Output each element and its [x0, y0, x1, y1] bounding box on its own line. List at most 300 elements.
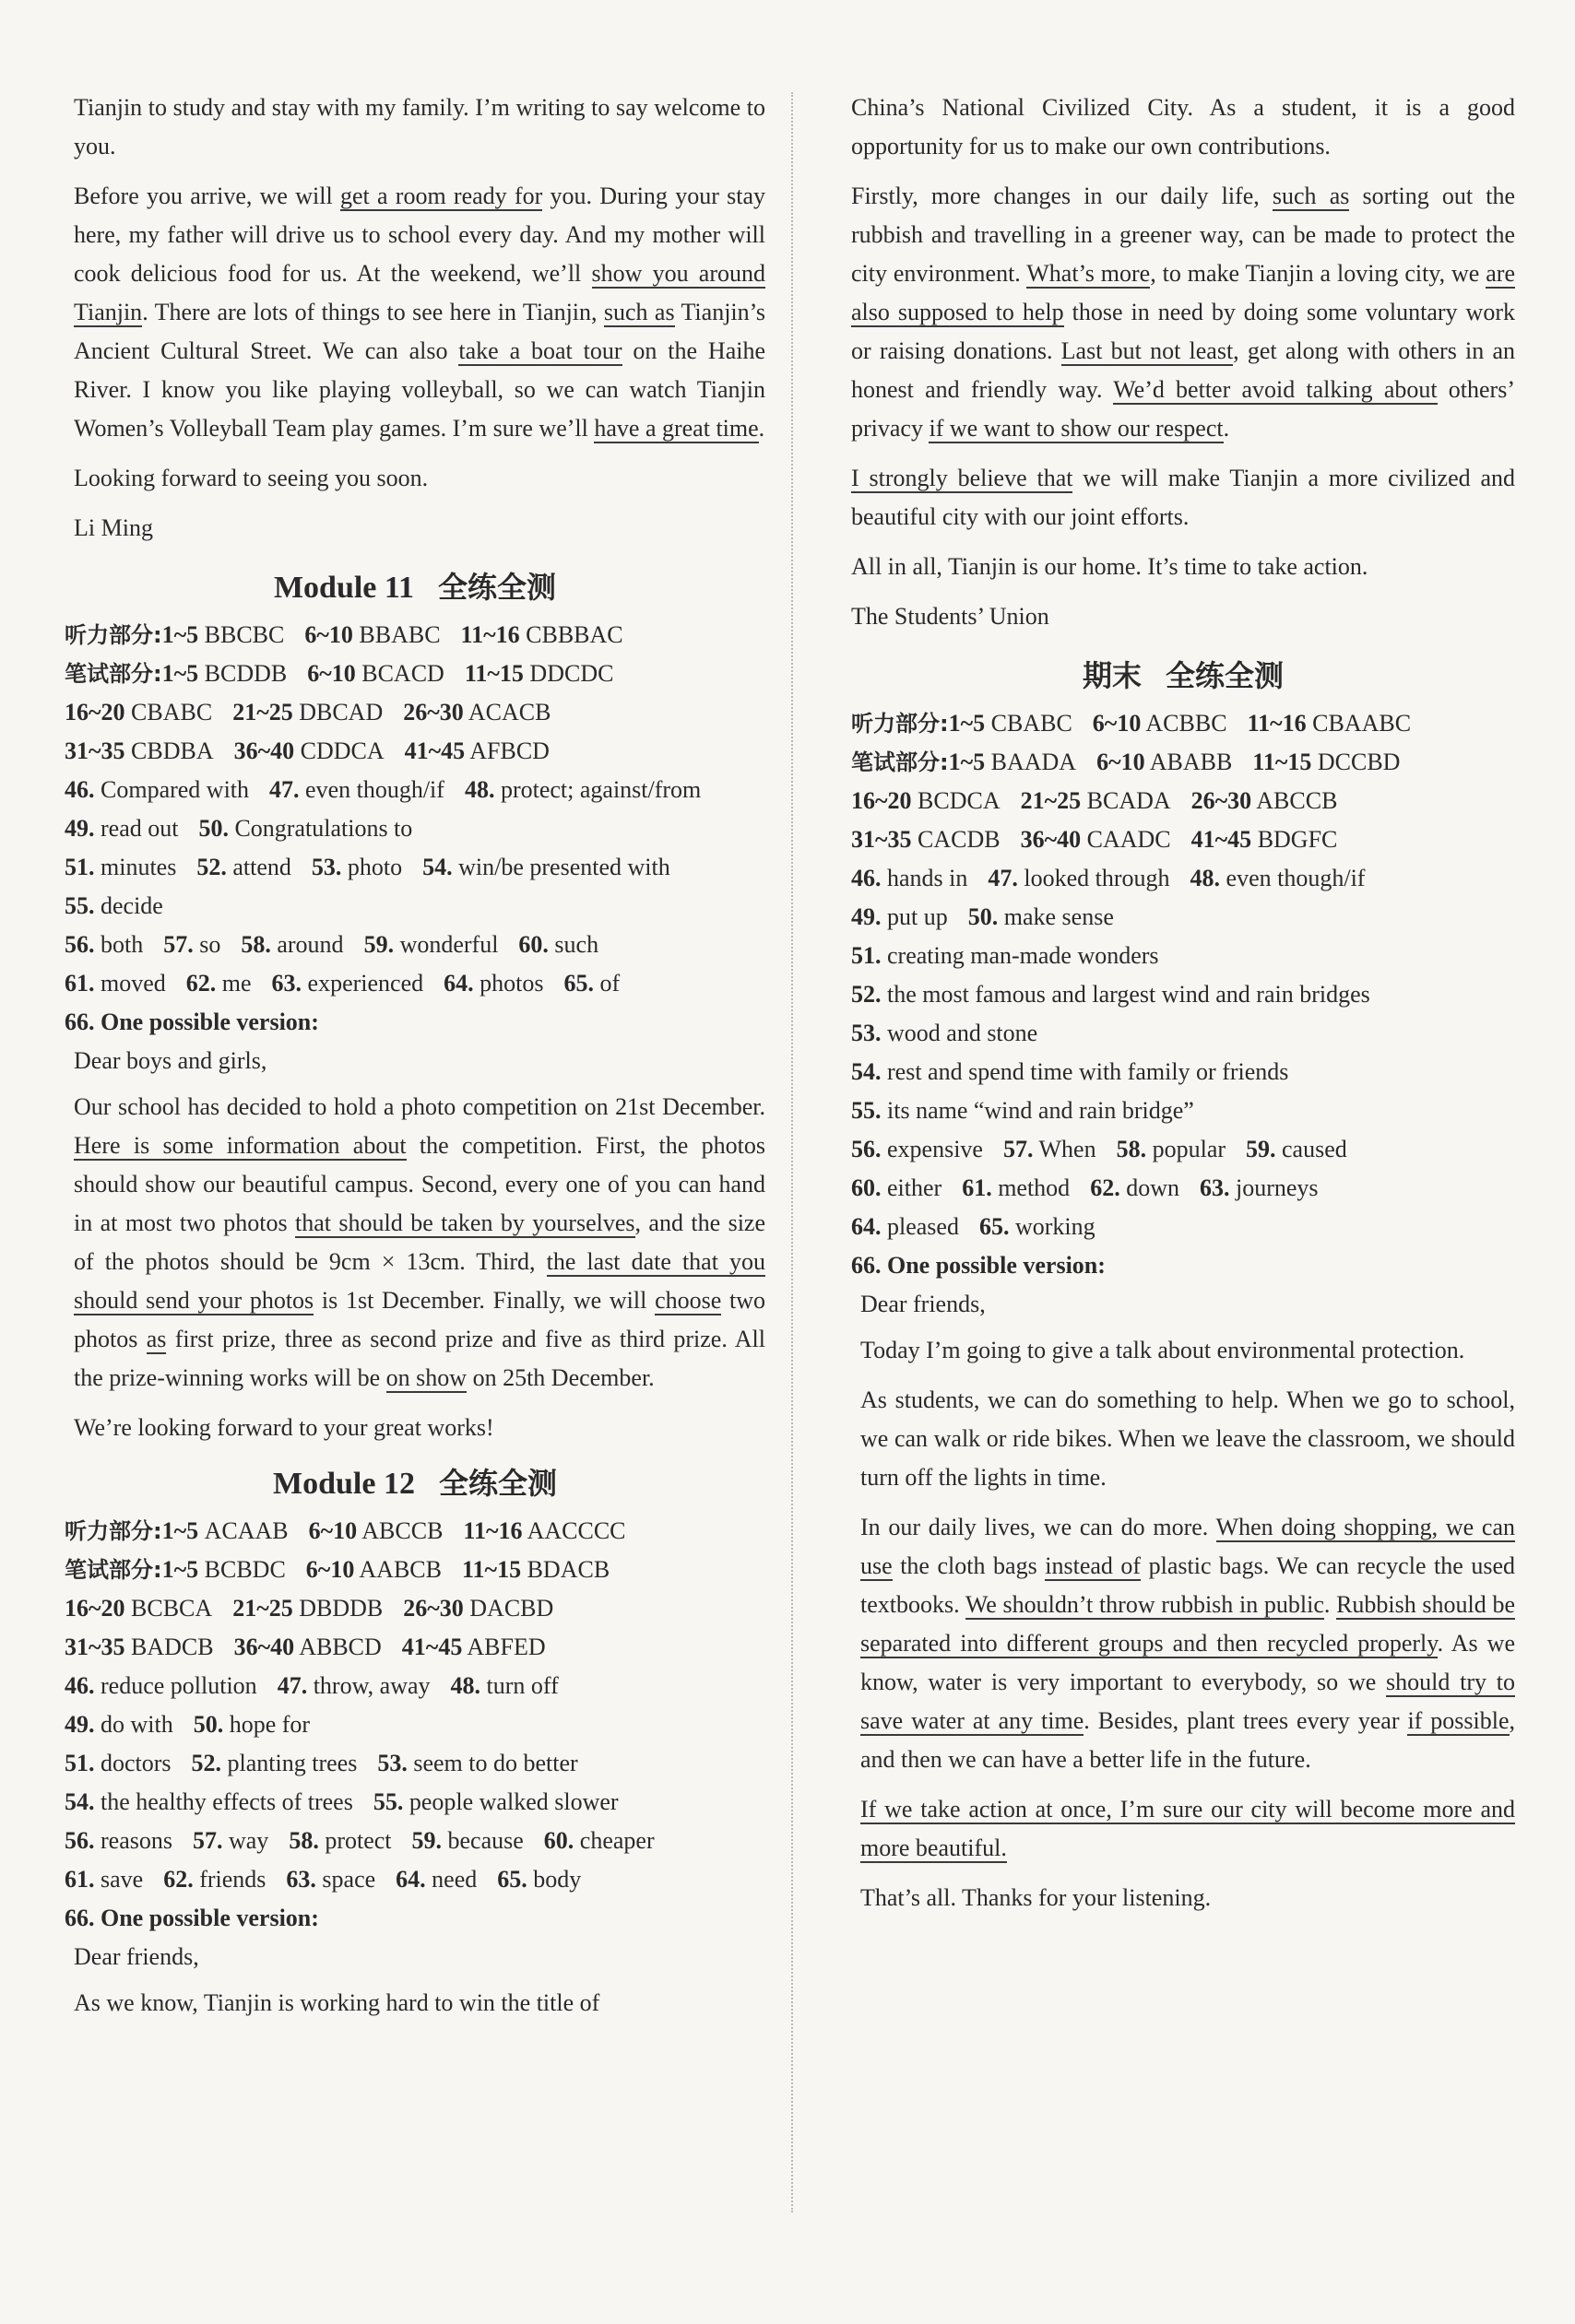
answer-row	[65, 693, 765, 732]
question-number: 53.	[311, 854, 342, 880]
question-number: 6~10	[308, 1517, 358, 1544]
module-11-heading	[65, 564, 765, 607]
question-number: 49.	[65, 1711, 95, 1738]
answer-row	[851, 820, 1515, 859]
module-12-heading	[65, 1460, 765, 1503]
answer-row	[65, 1783, 765, 1822]
question-number: 26~30	[403, 699, 464, 726]
q66-label: 66. One possible version:	[65, 1905, 319, 1931]
left-column	[65, 88, 765, 2034]
answer-text: AFBCD	[469, 737, 550, 764]
answer-text: cheaper	[579, 1827, 655, 1854]
question-number: 16~20	[851, 787, 912, 814]
module-12-title: Module 12	[273, 1467, 415, 1501]
section-label: 听力部分:	[851, 711, 949, 737]
answer-text: method	[998, 1174, 1071, 1201]
answer-row	[65, 848, 765, 887]
answer-text: people walked slower	[409, 1788, 619, 1815]
answer-text: ABABB	[1149, 749, 1233, 775]
question-number: 48.	[1190, 865, 1221, 891]
essay-body: Our school has decided to hold a photo competition on 21st December. Here is some information about the competition. First, the photos should show our beautiful campus. Second, every one of you can hand in at most two photos that should be taken by yourselves, and the size of the photos should be 9cm × 13cm. Third, the last date that you should send your photos is 1st December. Finally, we will choose two photos as first prize, three as second prize and five as third prize. All the prize-winning works will be on show on 25th December.	[74, 1093, 766, 1391]
answer-group	[232, 1595, 383, 1622]
answer-text: put up	[887, 903, 948, 930]
answer-text: moved	[101, 970, 166, 997]
answer-text: BCDCA	[918, 787, 1001, 814]
answer-text: BAADA	[990, 749, 1077, 775]
question-number: 65.	[563, 970, 594, 997]
answer-text: ABBCD	[299, 1634, 382, 1660]
letter-signature: Li Ming	[74, 514, 153, 541]
question-number: 64.	[396, 1866, 426, 1893]
answer-group	[518, 931, 598, 958]
question-number: 56.	[851, 1136, 882, 1162]
question-number: 63.	[1199, 1174, 1230, 1201]
answer-text: read out	[101, 815, 179, 842]
question-number: 11~16	[463, 1517, 523, 1544]
answer-text: CBBBAC	[526, 621, 623, 648]
answer-row	[65, 1822, 765, 1860]
answer-text: ACAAB	[204, 1517, 289, 1544]
answer-text: either	[887, 1174, 942, 1201]
answer-group	[198, 815, 412, 842]
question-number: 31~35	[65, 1634, 125, 1660]
answer-group	[232, 699, 383, 726]
answer-text: make sense	[1003, 903, 1114, 930]
question-number: 57.	[192, 1827, 223, 1854]
section-label: 笔试部分:	[65, 1557, 162, 1583]
answer-group	[193, 1827, 268, 1854]
question-number: 26~30	[403, 1595, 464, 1622]
answer-group	[65, 660, 287, 687]
final-title-cn2: 全练全测	[1166, 658, 1285, 693]
question-number: 21~25	[232, 699, 293, 726]
question-number: 59.	[411, 1827, 442, 1854]
answer-group	[65, 699, 212, 726]
question-number: 6~10	[1092, 710, 1142, 737]
question-number: 64.	[444, 970, 474, 997]
answer-group	[65, 854, 176, 880]
answer-group	[1117, 1136, 1226, 1162]
question-number: 60.	[543, 1827, 574, 1854]
section-label: 听力部分:	[65, 622, 162, 648]
answer-text: the healthy effects of trees	[101, 1788, 353, 1815]
answer-row	[65, 1628, 765, 1667]
answer-group	[1003, 1136, 1096, 1162]
question-number: 26~30	[1190, 787, 1252, 814]
question-number: 6~10	[304, 621, 353, 648]
question-number: 53.	[851, 1020, 882, 1046]
essay-paragraph: Firstly, more changes in our daily life, such as sorting out the rubbish and travelling in a greener way, can be made to protect the city environment. What’s more, to make Tianjin a loving city, we are also supposed to help those in need by doing some voluntary work or raising donations. Last but not least, get along with others in an honest and friendly way. We’d better avoid talking about others’ privacy if we want to show our respect.	[851, 183, 1516, 442]
question-number: 51.	[851, 942, 882, 969]
answer-row	[65, 655, 765, 693]
question-number: 1~5	[161, 1556, 199, 1583]
answer-row	[65, 616, 765, 655]
q66-label: 66. One possible version:	[851, 1252, 1106, 1279]
answer-text: space	[322, 1866, 376, 1893]
answer-group	[1200, 1174, 1319, 1201]
answer-group	[65, 621, 284, 648]
answer-row	[851, 743, 1515, 782]
answer-group	[65, 1788, 353, 1815]
essay-paragraph: If we take action at once, I’m sure our city will become more and more beautiful.	[860, 1796, 1515, 1861]
answer-row	[65, 732, 765, 771]
essay-paragraph: As students, we can do something to help. When we go to school, we can walk or ride bikes. When we leave the classroom, we should turn off the lights in time.	[860, 1386, 1515, 1491]
answer-group	[1191, 826, 1338, 853]
letter-paragraph: Before you arrive, we will get a room ready for you. During your stay here, my father will drive us to school every day. And my mother will cook delicious food for us. At the weekend, we’ll show you around Tianjin. There are lots of things to see here in Tianjin, such as Tianjin’s Ancient Cultural Street. We can also take a boat tour on the Haihe River. I know you like playing volleyball, so we can watch Tianjin Women’s Volleyball Team play games. I’m sure we’ll have a great time.	[74, 183, 766, 442]
answer-group	[1246, 1136, 1347, 1162]
answer-text: both	[101, 931, 144, 958]
answer-text: way	[228, 1827, 269, 1854]
answer-group	[403, 699, 551, 726]
answer-text: reduce pollution	[101, 1672, 257, 1699]
question-number: 1~5	[161, 621, 199, 648]
answer-group	[312, 854, 402, 880]
answer-text: ACBBC	[1145, 710, 1227, 737]
answer-row	[65, 964, 765, 1003]
question-number: 51.	[65, 854, 95, 880]
question-number: 52.	[851, 981, 882, 1008]
answer-text: planting trees	[227, 1750, 358, 1776]
question-number: 47.	[269, 776, 300, 803]
answer-text: BADCB	[131, 1634, 214, 1660]
answer-text: body	[533, 1866, 582, 1893]
answer-text: BCACD	[361, 660, 444, 687]
letter-closing: Looking forward to seeing you soon.	[74, 465, 429, 491]
answer-group	[1093, 710, 1227, 737]
answer-group	[373, 1788, 619, 1815]
answer-group	[306, 1556, 442, 1583]
answer-group	[192, 1750, 358, 1776]
answer-text: When	[1038, 1136, 1096, 1162]
answer-row	[851, 704, 1515, 743]
question-number: 59.	[363, 931, 395, 958]
answer-group	[286, 1866, 375, 1893]
answer-group	[412, 1827, 524, 1854]
answer-group	[65, 1711, 173, 1738]
answer-text: BCADA	[1086, 787, 1171, 814]
answer-group	[163, 931, 220, 958]
answer-group	[851, 1058, 1288, 1085]
answer-group	[304, 621, 440, 648]
module-11-title-cn: 全练全测	[438, 570, 557, 605]
answer-group	[65, 931, 143, 958]
answer-text: working	[1014, 1213, 1095, 1240]
question-number: 31~35	[851, 826, 912, 853]
answer-text: photos	[480, 970, 544, 997]
essay-paragraph: I strongly believe that we will make Tianjin a more civilized and beautiful city with our joint efforts.	[851, 465, 1516, 530]
question-number: 46.	[65, 776, 95, 803]
answer-text: doctors	[101, 1750, 172, 1776]
answer-group	[1252, 749, 1400, 775]
answer-text: expensive	[887, 1136, 983, 1162]
answer-group	[402, 1634, 546, 1660]
answer-row	[65, 1667, 765, 1705]
answer-text: CBAABC	[1312, 710, 1412, 737]
answer-group	[851, 1020, 1037, 1046]
answer-group	[1096, 749, 1232, 775]
question-number: 65.	[978, 1213, 1010, 1240]
question-number: 41~45	[401, 1634, 463, 1660]
answer-group	[307, 660, 444, 687]
answer-group	[65, 892, 163, 919]
answer-text: hope for	[229, 1711, 311, 1738]
answer-row	[65, 809, 765, 848]
question-number: 63.	[271, 970, 302, 997]
answer-text: ABFED	[467, 1634, 546, 1660]
question-number: 62.	[163, 1866, 194, 1893]
answer-row	[65, 1705, 765, 1744]
answer-text: DDCDC	[529, 660, 614, 687]
question-number: 50.	[967, 903, 999, 930]
answer-row	[65, 1512, 765, 1551]
answer-group	[65, 1595, 212, 1622]
answer-group	[988, 865, 1169, 891]
question-number: 46.	[851, 865, 882, 891]
answer-row	[65, 1589, 765, 1628]
answer-group	[851, 826, 1001, 853]
answer-text: BCDDB	[204, 660, 288, 687]
answer-group	[234, 737, 385, 764]
essay-body: As we know, Tianjin is working hard to win the title of	[74, 1989, 600, 2016]
question-number: 41~45	[1190, 826, 1252, 853]
answer-group	[65, 1750, 172, 1776]
essay-paragraph: China’s National Civilized City. As a student, it is a good opportunity for us to make our own contributions.	[851, 94, 1515, 159]
question-number: 41~45	[404, 737, 466, 764]
answer-text: me	[221, 970, 252, 997]
answer-text: such	[554, 931, 599, 958]
answer-group	[65, 1827, 172, 1854]
answer-group	[851, 865, 967, 891]
answer-group	[65, 970, 166, 997]
section-label: 笔试部分:	[851, 749, 949, 775]
answer-text: ABCCB	[1256, 787, 1338, 814]
essay-greeting: Dear friends,	[860, 1291, 986, 1317]
question-number: 47.	[988, 865, 1018, 891]
answer-group	[851, 1213, 959, 1240]
answer-text: Congratulations to	[234, 815, 413, 842]
right-column	[851, 88, 1515, 1929]
answer-text: down	[1126, 1174, 1179, 1201]
answer-group	[186, 970, 252, 997]
answer-group	[979, 1213, 1095, 1240]
question-number: 53.	[377, 1750, 408, 1776]
answer-text: DCCBD	[1317, 749, 1401, 775]
question-number: 61.	[962, 1174, 992, 1201]
answer-text: CDDCA	[300, 737, 385, 764]
answer-row	[65, 771, 765, 809]
answer-group	[65, 1556, 286, 1583]
answer-group	[851, 749, 1076, 775]
question-number: 58.	[289, 1827, 319, 1854]
answer-text: seem to do better	[413, 1750, 578, 1776]
question-number: 61.	[65, 1866, 95, 1893]
answer-group	[465, 660, 614, 687]
column-divider	[791, 92, 793, 2212]
question-number: 50.	[193, 1711, 224, 1738]
question-number: 62.	[1090, 1174, 1120, 1201]
question-number: 36~40	[233, 737, 295, 764]
question-number: 1~5	[948, 749, 986, 775]
answer-text: creating man-made wonders	[887, 942, 1159, 969]
question-number: 11~15	[461, 1556, 522, 1583]
question-number: 46.	[65, 1672, 95, 1699]
answer-group	[497, 1866, 581, 1893]
question-number: 47.	[277, 1672, 308, 1699]
question-number: 65.	[497, 1866, 527, 1893]
answer-group	[462, 1556, 610, 1583]
answer-text: of	[599, 970, 621, 997]
question-number: 60.	[851, 1174, 882, 1201]
answer-group	[403, 1595, 553, 1622]
module-11-title: Module 11	[273, 571, 415, 605]
answer-group	[1190, 865, 1366, 891]
essay-greeting: Dear boys and girls,	[74, 1047, 267, 1074]
question-number: 52.	[191, 1750, 222, 1776]
answer-group	[65, 737, 214, 764]
question-number: 48.	[450, 1672, 481, 1699]
final-heading	[851, 653, 1515, 695]
answer-group	[396, 1866, 477, 1893]
answer-text: win/be presented with	[458, 854, 670, 880]
answer-text: looked through	[1024, 865, 1170, 891]
answer-group	[1021, 787, 1171, 814]
question-number: 60.	[518, 931, 549, 958]
answer-text: wonderful	[399, 931, 499, 958]
question-number: 54.	[851, 1058, 882, 1085]
question-number: 48.	[464, 776, 495, 803]
question-number: 54.	[422, 854, 453, 880]
question-number: 57.	[163, 931, 194, 958]
answer-row	[851, 1130, 1515, 1169]
answer-group	[968, 903, 1114, 930]
answer-row	[65, 1860, 765, 1899]
answer-text: CACDB	[918, 826, 1001, 853]
answer-group	[563, 970, 620, 997]
answer-row	[851, 1169, 1515, 1208]
answer-text: ACACB	[468, 699, 551, 726]
answer-text: DBDDB	[299, 1595, 384, 1622]
module-11-answers	[65, 616, 765, 1003]
answer-group	[65, 776, 249, 803]
answer-text: friends	[199, 1866, 266, 1893]
answer-group	[1090, 1174, 1179, 1201]
answer-group	[65, 1517, 289, 1544]
question-number: 55.	[851, 1097, 882, 1124]
answer-text: even though/if	[1226, 865, 1366, 891]
answer-group	[851, 981, 1370, 1008]
question-number: 56.	[65, 931, 95, 958]
essay-paragraph: All in all, Tianjin is our home. It’s time to take action.	[851, 553, 1368, 580]
question-number: 21~25	[232, 1595, 293, 1622]
answer-row	[65, 1551, 765, 1589]
answer-text: rest and spend time with family or friends	[887, 1058, 1289, 1085]
question-number: 16~20	[65, 699, 125, 726]
answer-group	[241, 931, 343, 958]
answer-group	[163, 1866, 266, 1893]
final-answers	[851, 704, 1515, 1246]
answer-text: BBCBC	[204, 621, 285, 648]
answer-text: wood and stone	[887, 1020, 1038, 1046]
answer-text: DBCAD	[299, 699, 384, 726]
answer-text: CAADC	[1086, 826, 1171, 853]
answer-row	[65, 887, 765, 926]
answer-group	[65, 1672, 257, 1699]
answer-text: its name “wind and rain bridge”	[887, 1097, 1194, 1124]
question-number: 57.	[1002, 1136, 1034, 1162]
question-number: 6~10	[1096, 749, 1145, 775]
question-number: 55.	[65, 892, 95, 919]
answer-text: DACBD	[469, 1595, 554, 1622]
answer-row	[65, 926, 765, 964]
answer-group	[65, 815, 178, 842]
question-number: 36~40	[233, 1634, 295, 1660]
answer-text: attend	[232, 854, 291, 880]
answer-text: experienced	[307, 970, 424, 997]
answer-text: AACCCC	[527, 1517, 626, 1544]
answer-text: CBABC	[990, 710, 1072, 737]
module-12-title-cn: 全练全测	[438, 1466, 557, 1501]
answer-group	[272, 970, 424, 997]
answer-row	[851, 859, 1515, 898]
letter-paragraph: Tianjin to study and stay with my family. I’m writing to say welcome to you.	[74, 94, 765, 159]
answer-group	[1191, 787, 1338, 814]
answer-group	[463, 1517, 625, 1544]
question-number: 63.	[286, 1866, 316, 1893]
answer-text: pleased	[887, 1213, 959, 1240]
answer-group	[851, 710, 1072, 737]
section-label: 笔试部分:	[65, 661, 162, 687]
answer-text: reasons	[101, 1827, 172, 1854]
answer-group	[422, 854, 670, 880]
question-number: 58.	[1116, 1136, 1147, 1162]
q66-label: 66. One possible version:	[65, 1009, 319, 1035]
question-number: 52.	[196, 854, 227, 880]
answer-text: BDGFC	[1257, 826, 1338, 853]
answer-row	[851, 1014, 1515, 1053]
answer-group	[851, 787, 1001, 814]
question-number: 58.	[241, 931, 271, 958]
question-number: 50.	[198, 815, 229, 842]
answer-text: popular	[1152, 1136, 1226, 1162]
answer-text: BCBDC	[204, 1556, 286, 1583]
essay-paragraph: In our daily lives, we can do more. When doing shopping, we can use the cloth bags instead of plastic bags. We can recycle the used textbooks. We shouldn’t throw rubbish in public. Rubbish should be separated into different groups and then recycled properly. As we know, water is very important to everybody, so we should try to save water at any time. Besides, plant trees every year if possible, and then we can have a better life in the future.	[860, 1514, 1516, 1773]
section-label: 听力部分:	[65, 1518, 162, 1544]
answer-text: ABCCB	[361, 1517, 444, 1544]
answer-text: around	[277, 931, 344, 958]
answer-text: so	[199, 931, 221, 958]
answer-group	[309, 1517, 444, 1544]
question-number: 16~20	[65, 1595, 125, 1622]
answer-row	[851, 1208, 1515, 1246]
answer-text: even though/if	[305, 776, 444, 803]
answer-group	[851, 1097, 1194, 1124]
answer-group	[377, 1750, 577, 1776]
answer-group	[544, 1827, 655, 1854]
final-title-cn: 期末	[1082, 658, 1142, 693]
question-number: 11~16	[460, 621, 520, 648]
question-number: 62.	[185, 970, 217, 997]
answer-text: save	[101, 1866, 144, 1893]
answer-group	[269, 776, 444, 803]
answer-group	[461, 621, 623, 648]
question-number: 31~35	[65, 737, 125, 764]
answer-group	[851, 1136, 983, 1162]
essay-greeting: Dear friends,	[74, 1943, 199, 1970]
answer-group	[851, 942, 1159, 969]
answer-text: protect; against/from	[500, 776, 702, 803]
answer-text: need	[432, 1866, 478, 1893]
question-number: 49.	[851, 903, 882, 930]
